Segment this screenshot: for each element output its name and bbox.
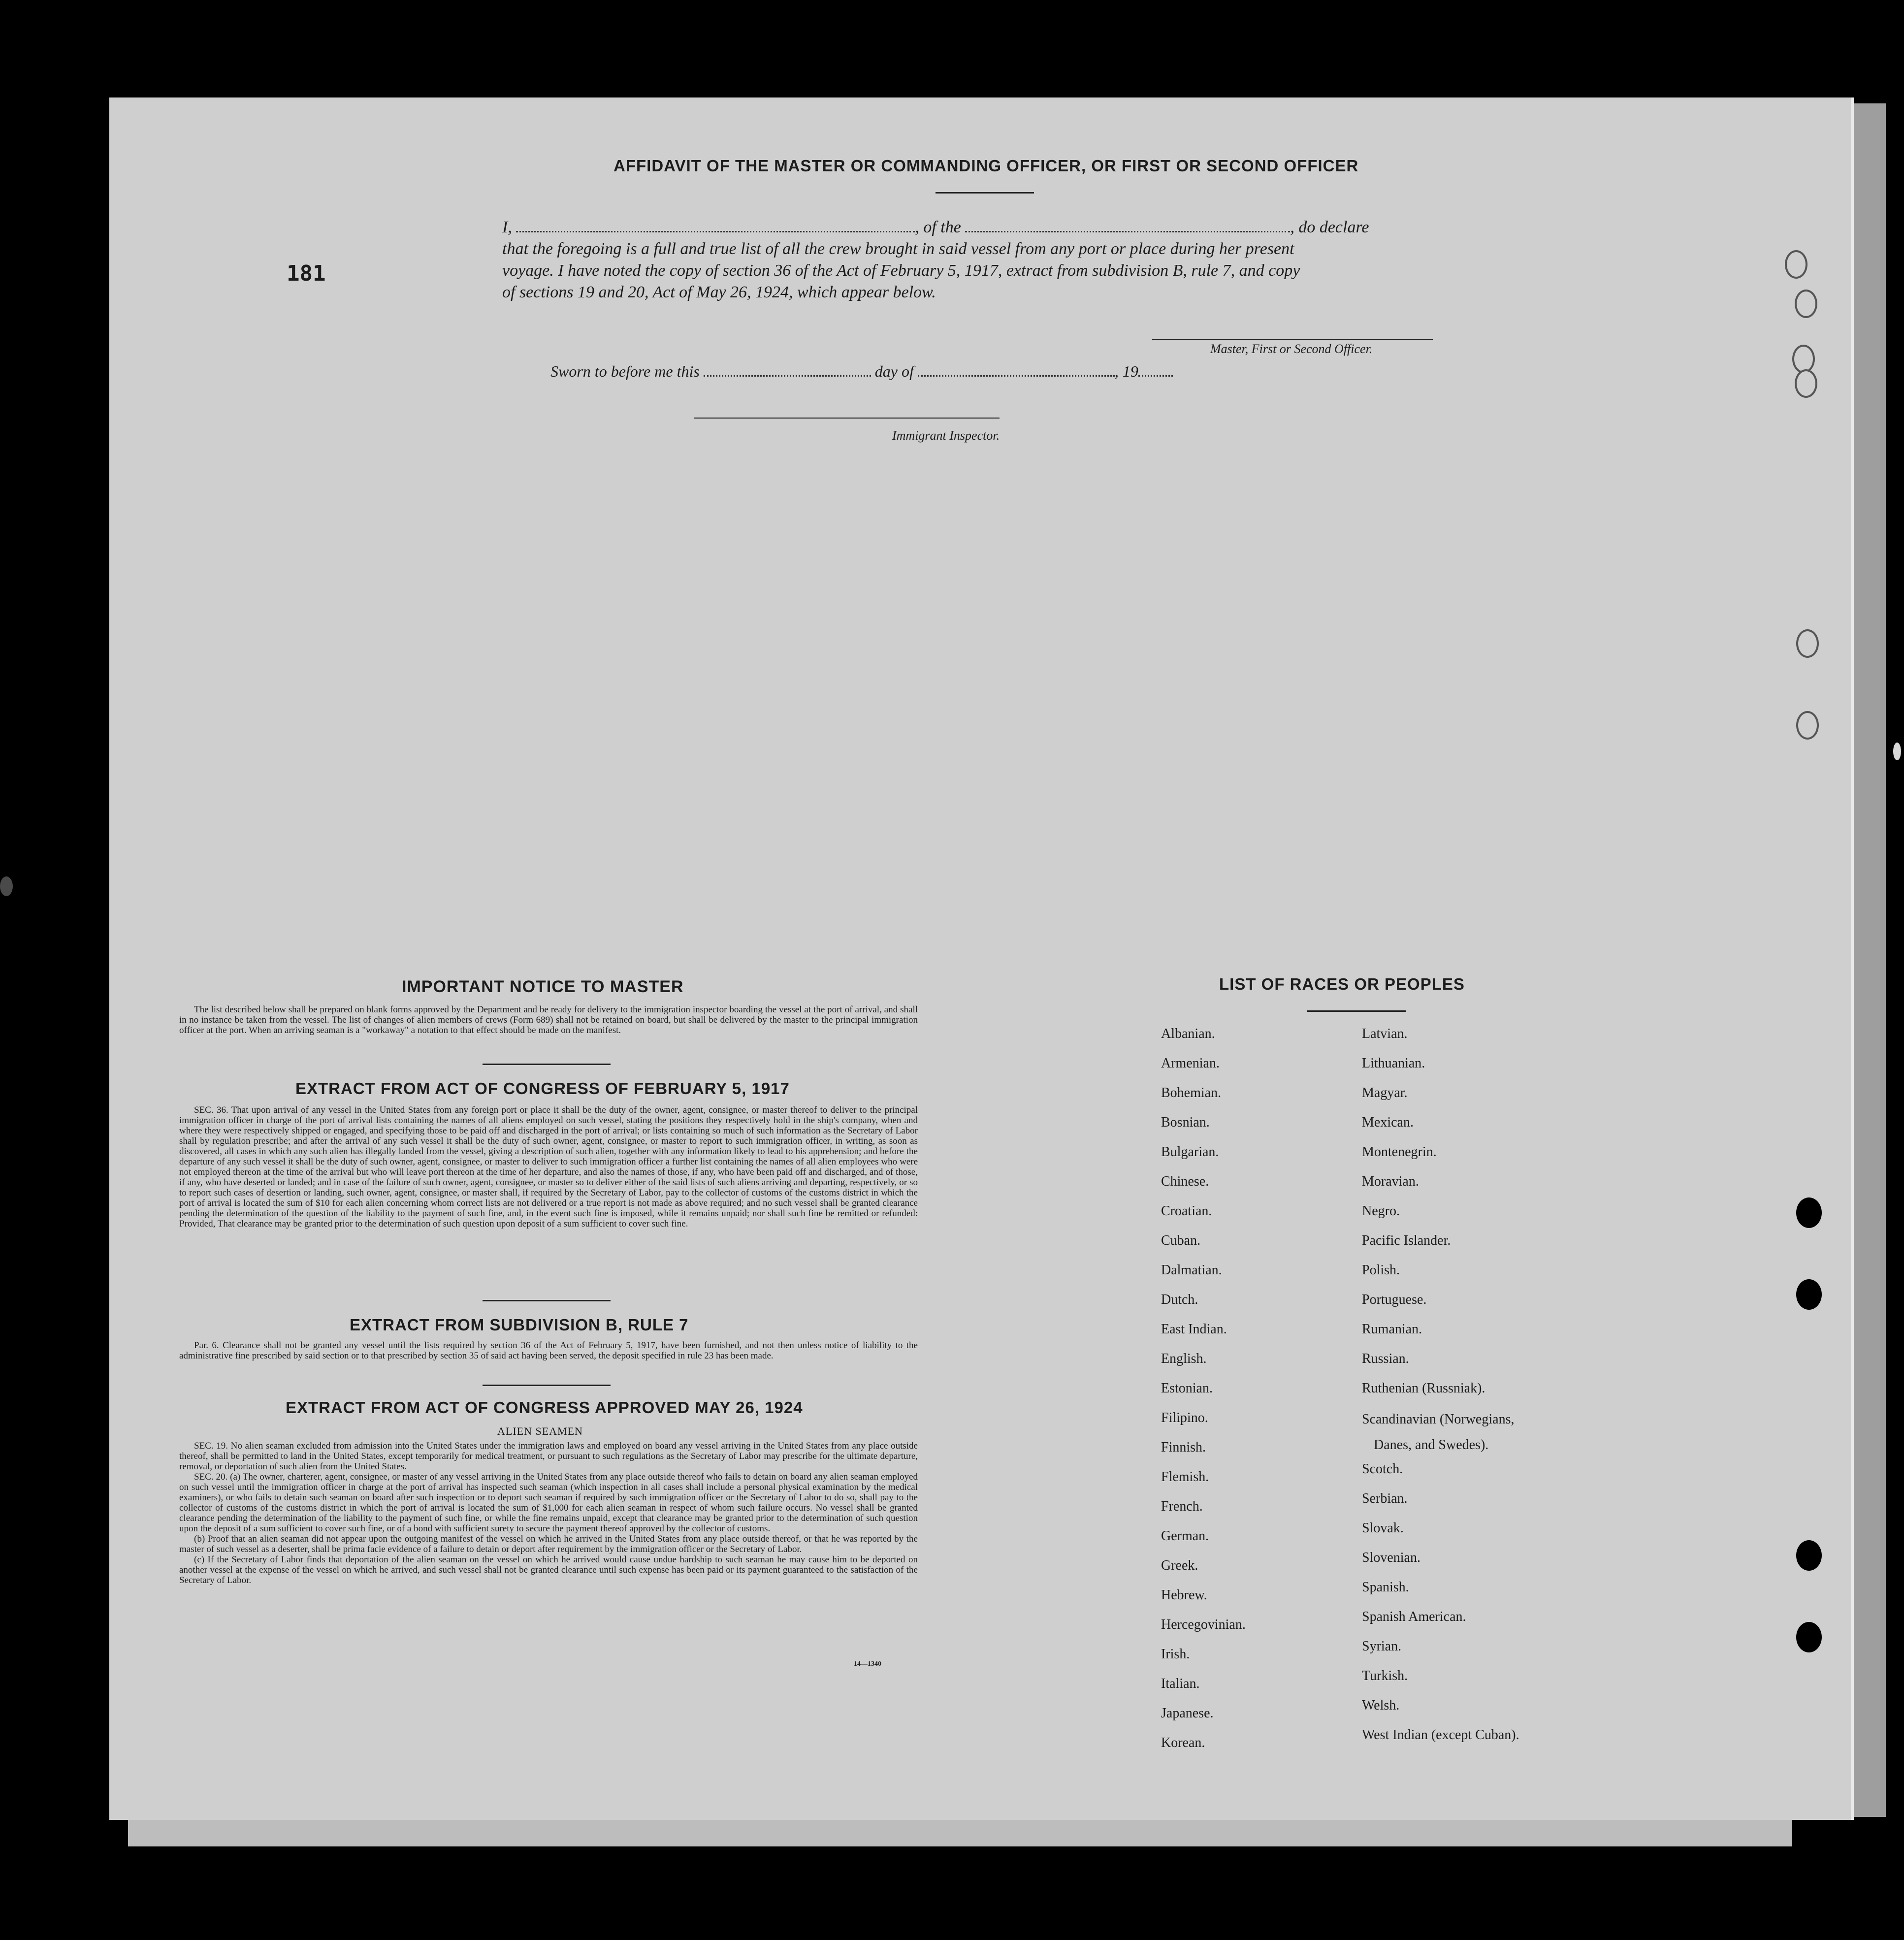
race-item: Portuguese. xyxy=(1362,1292,1427,1307)
punch-hole xyxy=(1796,1279,1822,1310)
title-divider xyxy=(936,192,1034,194)
race-item: Pacific Islander. xyxy=(1362,1233,1451,1248)
section-36-paragraph: SEC. 36. That upon arrival of any vessel in the United States from any foreign port or place it shall be the duty of the owner, agent, consignee, or master thereof to deliver to the principal immigration officer in charge of the port of arrival lists containing the names of all aliens employed on such vessel, stating the positions they respectively hold in the ship's company, when and where they were respectively shipped or engaged, and specifying those to be paid off and discharged in the port of arrival; or lists containing so much of such information as the Secretary of Labor shall by regulation prescribe; and after the arrival of any such vessel it shall be the duty of such owner, agent, consignee, or master to report to such immigration officer, in writing, as soon as discovered, all cases in which any such alien has illegally landed from the vessel, giving a description of such alien, together with any information likely to lead to his apprehension; and before the departure of any such vessel it shall be the duty of such owner, agent, consignee, or master to deliver to such immigration officer a further list containing the names of all alien employees who were not employed thereon at the time of the arrival but who will leave port thereon at the time of her departure, and also the names of those, if any, who have been paid off and discharged, and of those, if any, who have deserted or landed; and in case of the failure of such owner, agent, consignee, or master so to deliver either of the said lists of such aliens arriving and departing, respectively, or so to report such cases of desertion or landing, such owner, agent, consignee, or master shall, if required by the Secretary of Labor, pay to the collector of customs of the customs district in which the port of arrival is located the sum of $10 for each alien concerning whom correct lists are not delivered or a true report is not made as above required; and no such vessel shall be granted clearance pending the determination of the question of the liability to the payment of such fine, and, in the event such fine is imposed, while it remains unpaid; nor shall such fine be remitted or refunded: Provided, That clearance may be granted prior to the determination of such question upon deposit of a sum sufficient to cover such fine. xyxy=(179,1105,918,1229)
paper-scrap xyxy=(0,876,13,896)
race-item: Hebrew. xyxy=(1161,1587,1207,1603)
punch-hole xyxy=(1796,1540,1822,1571)
races-title: LIST OF RACES OR PEOPLES xyxy=(1219,975,1465,993)
race-item: Russian. xyxy=(1362,1351,1409,1366)
section-divider xyxy=(483,1300,611,1301)
race-item: Spanish American. xyxy=(1362,1609,1466,1624)
race-item: Turkish. xyxy=(1362,1668,1408,1683)
name-blank xyxy=(516,230,915,232)
extract-1924-body xyxy=(179,1441,918,1585)
affidavit-text xyxy=(502,217,1487,303)
race-item: Danes, and Swedes). xyxy=(1374,1437,1489,1453)
section-19-paragraph: SEC. 19. No alien seaman excluded from admission into the United States under the immigration laws and employed on board any vessel arriving in the United States from any place outside thereof, shall be permitted to land in the United States, except temporarily for medical treatment, or pursuant to such regulations as the Secretary of Labor may prescribe for the ultimate departure, removal, or deportation of such alien from the United States. xyxy=(179,1441,918,1472)
notice-paragraph: The list described below shall be prepared on blank forms approved by the Department and be ready for delivery to the immigration inspector boarding the vessel at the port of arrival, and shall in no instance be taken from the vessel. The list of changes of alien members of crews (Form 689) shall not be retained on board, but shall be delivered by the master to the principal immigration officer at the port. When an arriving seaman is a "workaway" a notation to that effect should be made on the manifest. xyxy=(179,1004,918,1035)
notice-title: IMPORTANT NOTICE TO MASTER xyxy=(402,977,684,996)
signature-line xyxy=(1152,339,1433,340)
race-item: Slovak. xyxy=(1362,1520,1404,1536)
race-item: English. xyxy=(1161,1351,1207,1366)
race-item: Polish. xyxy=(1362,1262,1400,1278)
extract-rule7-title: EXTRACT FROM SUBDIVISION B, RULE 7 xyxy=(350,1316,689,1334)
race-item: Lithuanian. xyxy=(1362,1056,1425,1071)
race-item: German. xyxy=(1161,1528,1209,1544)
race-item: Hercegovinian. xyxy=(1161,1617,1246,1632)
punch-hole xyxy=(1795,369,1817,398)
year-label: , 19 xyxy=(1114,362,1138,380)
race-item: Negro. xyxy=(1362,1203,1400,1219)
paper-scrap xyxy=(1893,743,1901,760)
extract-rule7-body xyxy=(179,1340,918,1361)
race-item: Dutch. xyxy=(1161,1292,1198,1307)
sworn-line xyxy=(550,362,1173,381)
race-item: Finnish. xyxy=(1161,1440,1206,1455)
race-item: Syrian. xyxy=(1362,1639,1402,1654)
race-item: Moravian. xyxy=(1362,1174,1419,1189)
inspector-signature-line xyxy=(694,418,1000,419)
race-item: Estonian. xyxy=(1161,1381,1213,1396)
page-number: 181 xyxy=(287,261,326,286)
affidavit-do-declare: , do declare xyxy=(1290,218,1369,236)
day-blank xyxy=(704,375,871,377)
vessel-blank xyxy=(965,230,1290,232)
races-left-column xyxy=(1161,1019,1246,1758)
race-item: Mexican. xyxy=(1362,1115,1414,1130)
section-divider xyxy=(483,1064,611,1065)
race-item: Filipino. xyxy=(1161,1410,1208,1425)
affidavit-line-3: voyage. I have noted the copy of section 36 of the Act of February 5, 1917, extract from subdivision B, rule 7, and copy xyxy=(502,261,1300,280)
sworn-label: Sworn to before me this xyxy=(550,362,700,380)
affidavit-title: AFFIDAVIT OF THE MASTER OR COMMANDING OFFICER, OR FIRST OR SECOND OFFICER xyxy=(613,157,1359,175)
race-item: Flemish. xyxy=(1161,1469,1209,1485)
affidavit-of-the: , of the xyxy=(915,218,961,236)
affidavit-line-2: that the foregoing is a full and true list of all the crew brought in said vessel from any port or place during her present xyxy=(502,240,1294,258)
punch-hole xyxy=(1796,1197,1822,1228)
race-item: Magyar. xyxy=(1362,1085,1408,1100)
underlying-sheet-edge-right xyxy=(1851,103,1886,1817)
race-item: East Indian. xyxy=(1161,1322,1227,1337)
alien-seamen-subtitle: ALIEN SEAMEN xyxy=(497,1425,583,1437)
race-item: Bosnian. xyxy=(1161,1115,1210,1130)
races-divider xyxy=(1307,1010,1406,1012)
race-item: Dalmatian. xyxy=(1161,1262,1222,1278)
race-item: Ruthenian (Russniak). xyxy=(1362,1381,1485,1396)
race-item: Cuban. xyxy=(1161,1233,1201,1248)
punch-hole xyxy=(1792,345,1815,373)
month-blank xyxy=(918,375,1115,377)
race-item: Spanish. xyxy=(1362,1580,1409,1595)
races-right-column xyxy=(1362,1019,1519,1750)
section-divider xyxy=(483,1385,611,1386)
race-item: Greek. xyxy=(1161,1558,1198,1573)
par-6-paragraph: Par. 6. Clearance shall not be granted any vessel until the lists required by section 36 of the Act of February 5, 1917, have been furnished, and not then unless notice of liability to the administrative fine prescribed by said section or to that prescribed by section 35 of said act having been served, the deposit specified in rule 23 has been made. xyxy=(179,1340,918,1361)
signature-label: Master, First or Second Officer. xyxy=(1210,342,1373,356)
punch-hole xyxy=(1795,290,1817,318)
race-item: Montenegrin. xyxy=(1362,1144,1437,1160)
race-item: Bohemian. xyxy=(1161,1085,1222,1100)
notice-body xyxy=(179,1004,918,1035)
race-item: Scandinavian (Norwegians, xyxy=(1362,1412,1515,1427)
inspector-label: Immigrant Inspector. xyxy=(892,428,1000,443)
extract-1924-title: EXTRACT FROM ACT OF CONGRESS APPROVED MAY 26, 1924 xyxy=(286,1398,803,1417)
race-item: French. xyxy=(1161,1499,1203,1514)
section-20b-paragraph: (b) Proof that an alien seaman did not appear upon the outgoing manifest of the vessel on which he arrived in the United States from any place outside thereof, or that he was reported by the master of such vessel as a deserter, shall be prima facie evidence of a failure to detain or deport after requirement by the immigration officer or the Secretary of Labor. xyxy=(179,1534,918,1554)
affidavit-i: I, xyxy=(502,218,512,236)
affidavit-line-1 xyxy=(502,217,1487,238)
day-of-label: day of xyxy=(874,362,914,380)
race-item: Japanese. xyxy=(1161,1706,1214,1721)
race-item: Korean. xyxy=(1161,1735,1205,1750)
race-item: Serbian. xyxy=(1362,1491,1408,1506)
punch-hole xyxy=(1796,629,1819,658)
race-item: Irish. xyxy=(1161,1647,1190,1662)
race-item: Italian. xyxy=(1161,1676,1200,1691)
extract-1917-title: EXTRACT FROM ACT OF CONGRESS OF FEBRUARY 5, 1917 xyxy=(295,1079,790,1098)
race-item: Armenian. xyxy=(1161,1056,1220,1071)
race-item: Croatian. xyxy=(1161,1203,1212,1219)
punch-hole xyxy=(1785,250,1807,279)
race-item: Slovenian. xyxy=(1362,1550,1420,1565)
race-item: Chinese. xyxy=(1161,1174,1209,1189)
punch-hole xyxy=(1796,711,1819,740)
race-item: Latvian. xyxy=(1362,1026,1408,1041)
punch-hole xyxy=(1796,1622,1822,1652)
section-20a-paragraph: SEC. 20. (a) The owner, charterer, agent, consignee, or master of any vessel arriving in the United States from any place outside thereof who fails to detain on board any alien seaman employed on such vessel until the immigration officer in charge at the port of arrival has inspected such seaman (which inspection in all cases shall include a personal physical examination by the medical examiners), or who fails to detain such seaman on board after such inspection or to deport such seaman if required by such immigration officer or the Secretary of Labor to do so, shall pay to the collector of customs of the customs district in which the port of arrival is located the sum of $1,000 for each alien seaman in respect of whom such failure occurs. No vessel shall be granted clearance pending the determination of the liability to the payment of such fine, or while the fine remains unpaid, except that clearance may be granted prior to the determination of such question upon the deposit of a sum sufficient to cover such fine, or of a bond with sufficient surety to secure the payment thereof approved by the collector of customs. xyxy=(179,1472,918,1534)
race-item: Welsh. xyxy=(1362,1698,1400,1713)
year-blank xyxy=(1138,375,1173,377)
affidavit-line-4: of sections 19 and 20, Act of May 26, 1924, which appear below. xyxy=(502,283,936,301)
race-item: Scotch. xyxy=(1362,1461,1403,1477)
form-number: 14—1340 xyxy=(854,1660,881,1668)
race-item: West Indian (except Cuban). xyxy=(1362,1727,1519,1743)
race-item: Albanian. xyxy=(1161,1026,1215,1041)
race-item: Bulgarian. xyxy=(1161,1144,1219,1160)
extract-1917-body xyxy=(179,1105,918,1229)
section-20c-paragraph: (c) If the Secretary of Labor finds that deportation of the alien seaman on the vessel on which he arrived would cause undue hardship to such seaman he may cause him to be deported on another vessel at the expense of the vessel on which he arrived, and such vessel shall not be granted clearance until such expense has been paid or its payment guaranteed to the satisfaction of the Secretary of Labor. xyxy=(179,1554,918,1585)
race-item: Rumanian. xyxy=(1362,1322,1422,1337)
